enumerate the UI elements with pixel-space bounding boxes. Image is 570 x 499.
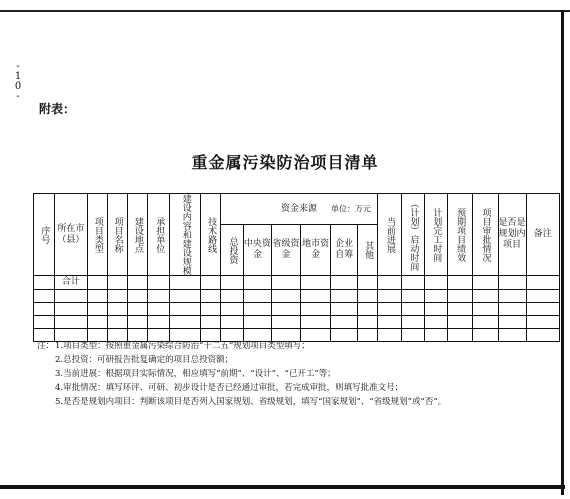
note-text: 1.项目类型：按照重金属污染综合防治“十二五”规划项目类型填写； [55, 341, 310, 351]
table-cell [271, 303, 300, 316]
header-location: 建设地点 [127, 194, 148, 276]
notes [37, 339, 557, 409]
header-start: （计划）启动时间 [401, 194, 424, 276]
table-cell [301, 290, 331, 303]
table-cell [221, 290, 244, 303]
table-cell [107, 276, 127, 290]
fund-source-label: 资金来源 [280, 203, 317, 214]
scan-border-bottom [0, 485, 565, 489]
table-cell [88, 276, 108, 290]
header-fund-self: 企业自筹 [331, 225, 358, 276]
page-number-char: - [16, 91, 20, 102]
table-row [34, 290, 560, 303]
header-performance: 预期项目绩效 [447, 194, 472, 276]
page-number-char: 0 [14, 81, 22, 92]
table-cell [170, 290, 201, 303]
table-cell [127, 303, 148, 316]
note-item [37, 381, 557, 395]
table-cell [148, 316, 170, 329]
table-cell [148, 276, 170, 290]
header-progress: 当前进展 [378, 194, 402, 276]
table-cell [243, 316, 271, 329]
table-cell [526, 303, 559, 316]
table-cell [378, 290, 402, 303]
scan-border-right [561, 10, 564, 495]
table-cell [34, 316, 55, 329]
table-cell [358, 290, 378, 303]
table-cell [221, 303, 244, 316]
table-cell [301, 303, 331, 316]
table-cell [424, 316, 447, 329]
header-name: 项目名称 [107, 194, 127, 276]
table-cell [107, 316, 127, 329]
table-cell [34, 276, 55, 290]
table-cell [498, 303, 526, 316]
empty-rows [34, 290, 560, 342]
fund-unit-label: 单位：万元 [331, 204, 371, 214]
table-cell [472, 316, 498, 329]
table-cell [301, 316, 331, 329]
table-cell [201, 276, 221, 290]
note-item [37, 395, 557, 409]
table-cell [148, 303, 170, 316]
table-cell [472, 276, 498, 290]
table-cell [401, 303, 424, 316]
table-cell [271, 290, 300, 303]
header-unit: 承担单位 [148, 194, 170, 276]
table-cell [424, 276, 447, 290]
table-cell [54, 290, 87, 303]
header-included: 是否是规划内项目 [498, 194, 526, 276]
page-number-char: - [16, 61, 20, 72]
table-cell [88, 290, 108, 303]
table-cell [498, 290, 526, 303]
table-cell [526, 316, 559, 329]
table-cell [201, 303, 221, 316]
header-fund-local: 地市资金 [301, 225, 331, 276]
table-cell [127, 276, 148, 290]
total-label: 合计 [54, 276, 87, 290]
table-cell [88, 303, 108, 316]
table-cell [107, 303, 127, 316]
table-cell [107, 290, 127, 303]
table-cell [358, 303, 378, 316]
table-cell [221, 276, 244, 290]
table-cell [472, 290, 498, 303]
table-cell [127, 316, 148, 329]
table-row [34, 303, 560, 316]
header-fund-province: 省级资金 [271, 225, 300, 276]
table-cell [401, 290, 424, 303]
table-cell [54, 303, 87, 316]
table-cell [331, 316, 358, 329]
note-item [37, 367, 557, 381]
note-text: 5.是否是规划内项目：判断该项目是否列入国家规划、省级规划，填写“国家规划”、“省级规划”或“否”。 [55, 397, 447, 407]
header-approval: 项目审批情况 [472, 194, 498, 276]
table-cell [243, 303, 271, 316]
header-seq: 序号 [34, 194, 55, 276]
table-cell [271, 276, 300, 290]
table-cell [378, 303, 402, 316]
header-fund-central: 中央资金 [243, 225, 271, 276]
page-number-char: 1 [14, 71, 22, 82]
table-cell [358, 316, 378, 329]
table-cell [331, 276, 358, 290]
table-cell [401, 276, 424, 290]
table-cell [447, 290, 472, 303]
note-text: 4.审批情况：填写环评、可研、初步设计是否已经通过审批，若完成审批，则填写批准文号； [55, 383, 404, 393]
table-cell [498, 276, 526, 290]
table-cell [331, 303, 358, 316]
header-type: 项目类型 [88, 194, 108, 276]
notes-prefix: 注： [37, 341, 55, 351]
table-cell [148, 290, 170, 303]
table-row-total [34, 276, 560, 290]
table-cell [498, 316, 526, 329]
table-cell [54, 316, 87, 329]
table-cell [472, 303, 498, 316]
table-cell [526, 290, 559, 303]
table-cell [127, 290, 148, 303]
table-cell [424, 303, 447, 316]
page-title: 重金属污染防治项目清单 [191, 153, 379, 172]
note-item [37, 353, 557, 367]
table-cell [88, 316, 108, 329]
table-cell [401, 316, 424, 329]
table-cell [526, 276, 559, 290]
note-item [37, 339, 557, 353]
table-cell [221, 316, 244, 329]
table-cell [243, 276, 271, 290]
appendix-label: 附表： [39, 102, 76, 116]
header-remark: 备注 [526, 194, 559, 276]
table-cell [447, 303, 472, 316]
header-city: 所在市（县） [54, 194, 87, 276]
page-number [12, 62, 24, 102]
table-cell [378, 276, 402, 290]
project-table [33, 193, 560, 342]
note-text: 3.当前进展：根据项目实际情况，相应填写“前期”、“设计”、“已开工”等； [55, 369, 336, 379]
table-cell [358, 276, 378, 290]
scan-border-top [0, 10, 570, 12]
table-cell [201, 316, 221, 329]
table-cell [34, 290, 55, 303]
header-content: 建设内容和建设规模 [170, 194, 201, 276]
table-row [34, 316, 560, 329]
table-cell [378, 316, 402, 329]
note-text: 2.总投资：可研报告批复确定的项目总投资额； [55, 355, 234, 365]
table-cell [331, 290, 358, 303]
table-cell [170, 276, 201, 290]
table-cell [170, 303, 201, 316]
table-cell [424, 290, 447, 303]
table-cell [447, 276, 472, 290]
table-cell [170, 316, 201, 329]
table-cell [447, 316, 472, 329]
header-finish: 计划完工时间 [424, 194, 447, 276]
table-cell [271, 316, 300, 329]
header-route: 技术路线 [201, 194, 221, 276]
header-fund-source [221, 194, 378, 225]
table-cell [34, 303, 55, 316]
table-cell [243, 290, 271, 303]
table-cell [201, 290, 221, 303]
header-fund-total: 总投资 [221, 225, 244, 276]
table-cell [301, 276, 331, 290]
header-fund-other: 其他 [358, 225, 378, 276]
